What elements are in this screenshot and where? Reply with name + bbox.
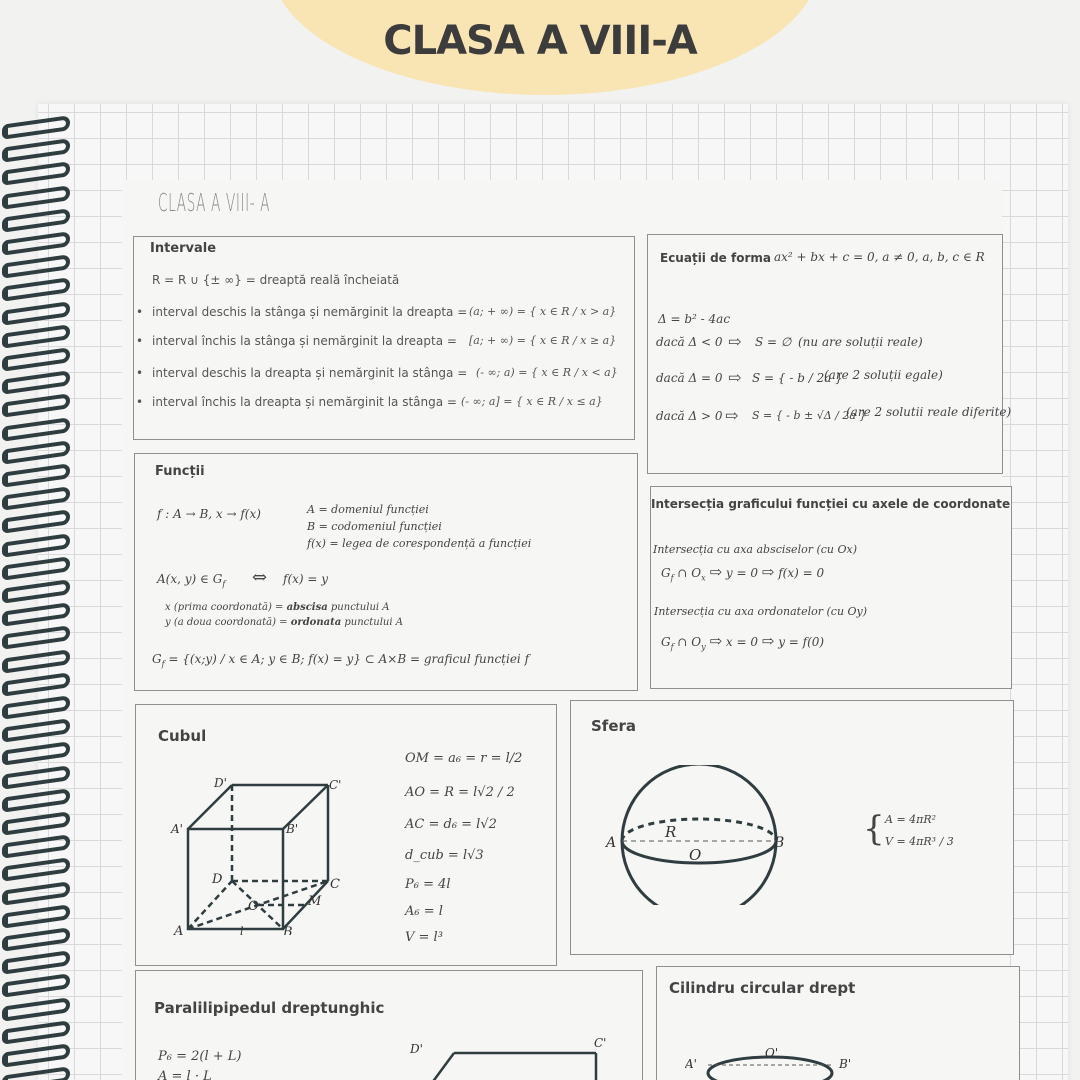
functii-graph-def (152, 652, 529, 668)
functii-point-eq: f(x) = y (283, 572, 329, 586)
interval-item-4-formula: (- ∞; a] = { x ∈ R / x ≤ a} (461, 395, 603, 408)
spiral-ring (2, 347, 70, 372)
cylinder-label-B1: B' (839, 1057, 852, 1071)
intersectia-oy-formula (661, 632, 824, 651)
interval-item-1-label: • interval deschis la stânga și nemărginit la dreapta = (152, 305, 467, 319)
case-2-condition: dacă Δ = 0 (656, 371, 723, 385)
spiral-ring (2, 858, 70, 883)
case-3-note: (are 2 solutii reale diferite) (846, 405, 1012, 419)
functii-point-text: A(x, y) ∈ G (157, 572, 223, 586)
spiral-ring (2, 417, 70, 442)
oy-x0: x = 0 (725, 635, 758, 649)
ordonata-bold: ordonata (290, 617, 342, 628)
abscisa-bold: abscisa (286, 602, 328, 613)
cilindru-box (656, 966, 1020, 1080)
cylinder-top-ellipse (708, 1057, 832, 1080)
spiral-ring (2, 881, 70, 906)
ox-y0: y = 0 (725, 566, 758, 580)
functii-point-sub: f (222, 579, 226, 589)
intersectia-oy-label: Intersecția cu axa ordonatelor (cu Oy) (654, 605, 868, 618)
parallelepiped-label-C1: C' (594, 1036, 607, 1050)
parallelepiped-label-D1: D' (410, 1042, 423, 1056)
paralelipiped-formula-1: P₆ = 2(l + L) (158, 1049, 242, 1064)
ox-o-sub: x (701, 573, 706, 583)
arrow-icon: ⇨ (761, 563, 775, 581)
functii-ordonata (165, 617, 403, 628)
case-2-result: S = { - b / 2a } (752, 371, 843, 385)
sphere-outline (622, 765, 776, 905)
oy-g-sub: f (670, 642, 674, 652)
cube-label-B: B (283, 925, 293, 935)
spiral-ring (2, 370, 70, 395)
cubul-formula-6: A₆ = l (405, 904, 443, 919)
sphere-diagram (601, 765, 801, 905)
oy-yf0: y = f(0) (778, 635, 825, 649)
spiral-ring (2, 394, 70, 419)
intervale-definition: R = R ∪ {± ∞} = dreaptă reală încheiată (152, 273, 400, 287)
case-1-result: S = ∅ (755, 335, 792, 349)
spiral-ring (2, 695, 70, 720)
spiral-ring (2, 162, 70, 187)
cube-label-D1: D' (214, 776, 227, 790)
cube-edge (188, 785, 232, 829)
arrow-icon: ⇨ (728, 368, 742, 387)
spiral-ring (2, 1020, 70, 1045)
spiral-ring (2, 834, 70, 859)
spiral-ring (2, 1043, 70, 1068)
spiral-ring (2, 115, 70, 140)
cubul-title: Cubul (158, 727, 207, 745)
cubul-formula-7: V = l³ (405, 930, 443, 945)
cylinder-label-A1: A' (685, 1057, 697, 1071)
cubul-formula-2: AO = R = l√2 / 2 (405, 785, 515, 800)
spiral-ring (2, 463, 70, 488)
notebook-spiral (0, 112, 72, 1080)
spiral-ring (2, 324, 70, 349)
arrow-icon: ⇨ (761, 632, 775, 650)
interval-item-2-formula: [a; + ∞) = { x ∈ R / x ≥ a} (469, 334, 617, 347)
sphere-label-R: R (665, 823, 677, 841)
functii-def-1: A = domeniul funcției (307, 503, 429, 516)
spiral-ring (2, 997, 70, 1022)
ox-cap: ∩ O (677, 566, 702, 580)
cube-label-A: A (174, 924, 184, 935)
ordonata-prefix: y (a doua coordonată) = (165, 617, 288, 628)
parallelepiped-edge (426, 1053, 454, 1080)
intersectia-ox-formula (661, 563, 824, 582)
spiral-ring (2, 974, 70, 999)
cube-label-B1: B' (286, 822, 299, 836)
spiral-ring (2, 510, 70, 535)
functii-mapping: f : A → B, x → f(x) (157, 507, 261, 521)
case-3-condition: dacă Δ > 0 (656, 409, 723, 423)
interval-item-1-formula: (a; + ∞) = { x ∈ R / x > a} (469, 305, 617, 318)
arrow-icon: ⇨ (709, 563, 723, 581)
cylinder-label-O1: O' (765, 1046, 779, 1060)
cubul-formula-4: d_cub = l√3 (405, 848, 484, 863)
spiral-ring (2, 1066, 70, 1080)
oy-o-sub: y (701, 642, 706, 652)
ecuatii-title-formula: ax² + bx + c = 0, a ≠ 0, a, b, c ∈ R (774, 250, 985, 264)
paralelipiped-box (135, 970, 643, 1080)
case-3-result: S = { - b ± √Δ / 2a } (752, 409, 867, 422)
spiral-ring (2, 185, 70, 210)
paralelipiped-title: Paralilipipedul dreptunghic (154, 999, 385, 1017)
functii-title: Funcții (155, 464, 205, 479)
case-2-note: (are 2 soluții egale) (824, 368, 943, 382)
spiral-ring (2, 950, 70, 975)
cube-label-C: C (330, 877, 340, 892)
cube-label-D: D (212, 872, 223, 887)
equivalence-icon: ⇔ (252, 567, 268, 588)
cube-label-A1: A' (171, 822, 183, 836)
spiral-ring (2, 440, 70, 465)
ox-g-sub: f (670, 573, 674, 583)
interval-item-2-label: • interval închis la stânga și nemărginit la dreapta = (152, 334, 457, 348)
spiral-ring (2, 788, 70, 813)
sphere-volume: V = 4πR³ / 3 (885, 835, 954, 848)
sphere-brace: { (863, 809, 885, 849)
spiral-ring (2, 649, 70, 674)
ordonata-suffix: punctului A (344, 617, 403, 628)
functii-def-2: B = codomeniul funcției (307, 520, 442, 533)
spiral-ring (2, 231, 70, 256)
spiral-ring (2, 208, 70, 233)
graph-sub: f (161, 659, 165, 669)
spiral-ring (2, 742, 70, 767)
spiral-ring (2, 556, 70, 581)
graph-g: G (152, 652, 162, 666)
intersectia-ox-label: Intersecția cu axa absciselor (cu Ox) (653, 543, 858, 556)
spiral-ring (2, 533, 70, 558)
ecuatii-box (647, 234, 1012, 474)
intervale-title: Intervale (150, 241, 217, 256)
interval-item-3-formula: (- ∞; a) = { x ∈ R / x < a} (476, 366, 618, 379)
cubul-formula-1: OM = a₆ = r = l/2 (405, 751, 523, 766)
spiral-ring (2, 602, 70, 627)
functii-def-3: f(x) = legea de corespondență a funcției (307, 537, 532, 550)
interval-item-4-label: • interval închis la dreapta și nemărginit la stânga = (152, 395, 457, 409)
sphere-equator-back (622, 819, 776, 841)
intersectia-title: Intersecția graficului funcției cu axele de coordonate (651, 497, 1011, 511)
sfera-title: Sfera (591, 717, 637, 735)
cubul-formula-5: P₆ = 4l (405, 877, 451, 892)
spiral-ring (2, 765, 70, 790)
parallelepiped-diagram (396, 1031, 626, 1080)
cubul-formula-3: AC = d₆ = l√2 (405, 817, 497, 832)
spiral-ring (2, 904, 70, 929)
intervale-box (133, 236, 635, 440)
page-heading: CLASA A VIII- A (158, 188, 271, 217)
interval-item-3-label: • interval deschis la dreapta și nemărginit la stânga = (152, 366, 467, 380)
spiral-ring (2, 138, 70, 163)
spiral-ring (2, 486, 70, 511)
oy-cap: ∩ O (677, 635, 702, 649)
functii-box (134, 453, 638, 691)
sphere-label-O: O (689, 846, 702, 864)
spiral-ring (2, 278, 70, 303)
spiral-ring (2, 301, 70, 326)
sfera-box (570, 700, 1014, 955)
cilindru-title: Cilindru circular drept (669, 979, 856, 997)
spiral-ring (2, 579, 70, 604)
spiral-ring (2, 254, 70, 279)
case-1-note: (nu are soluții reale) (798, 335, 923, 349)
cube-label-O: O (248, 899, 259, 914)
paralelipiped-formula-2: A = l · L (158, 1069, 212, 1080)
spiral-ring (2, 927, 70, 952)
cubul-box (135, 704, 557, 966)
spiral-ring (2, 626, 70, 651)
cube-label-C1: C' (329, 778, 342, 792)
sphere-area: A = 4πR² (885, 813, 937, 826)
sphere-label-A: A (606, 835, 617, 851)
spiral-ring (2, 672, 70, 697)
abscisa-suffix: punctului A (330, 602, 390, 613)
ox-g: G (661, 566, 671, 580)
arrow-icon: ⇨ (728, 332, 742, 351)
functii-point (157, 572, 225, 588)
arrow-icon: ⇨ (725, 406, 739, 425)
arrow-icon: ⇨ (709, 632, 723, 650)
case-1-condition: dacă Δ < 0 (656, 335, 723, 349)
functii-abscisa (165, 602, 390, 613)
sphere-label-B: B (774, 835, 785, 851)
oy-g: G (661, 635, 671, 649)
cylinder-diagram (685, 1043, 885, 1080)
spiral-ring (2, 718, 70, 743)
intersectia-box (650, 486, 1012, 689)
ox-fx0: f(x) = 0 (778, 566, 825, 580)
spiral-ring (2, 811, 70, 836)
banner-title: CLASA A VIII-A (383, 18, 697, 64)
ecuatii-title: Ecuații de forma (660, 251, 771, 265)
abscisa-prefix: x (prima coordonată) = (165, 602, 284, 613)
ecuatii-delta: Δ = b² - 4ac (658, 312, 731, 326)
graph-rest: = {(x;y) / x ∈ A; y ∈ B; f(x) = y} ⊂ A×B = graficul funcției f (168, 652, 530, 666)
cube-label-l: l (240, 925, 244, 935)
cube-diagram (166, 775, 356, 935)
cube-label-M: M (308, 894, 322, 909)
